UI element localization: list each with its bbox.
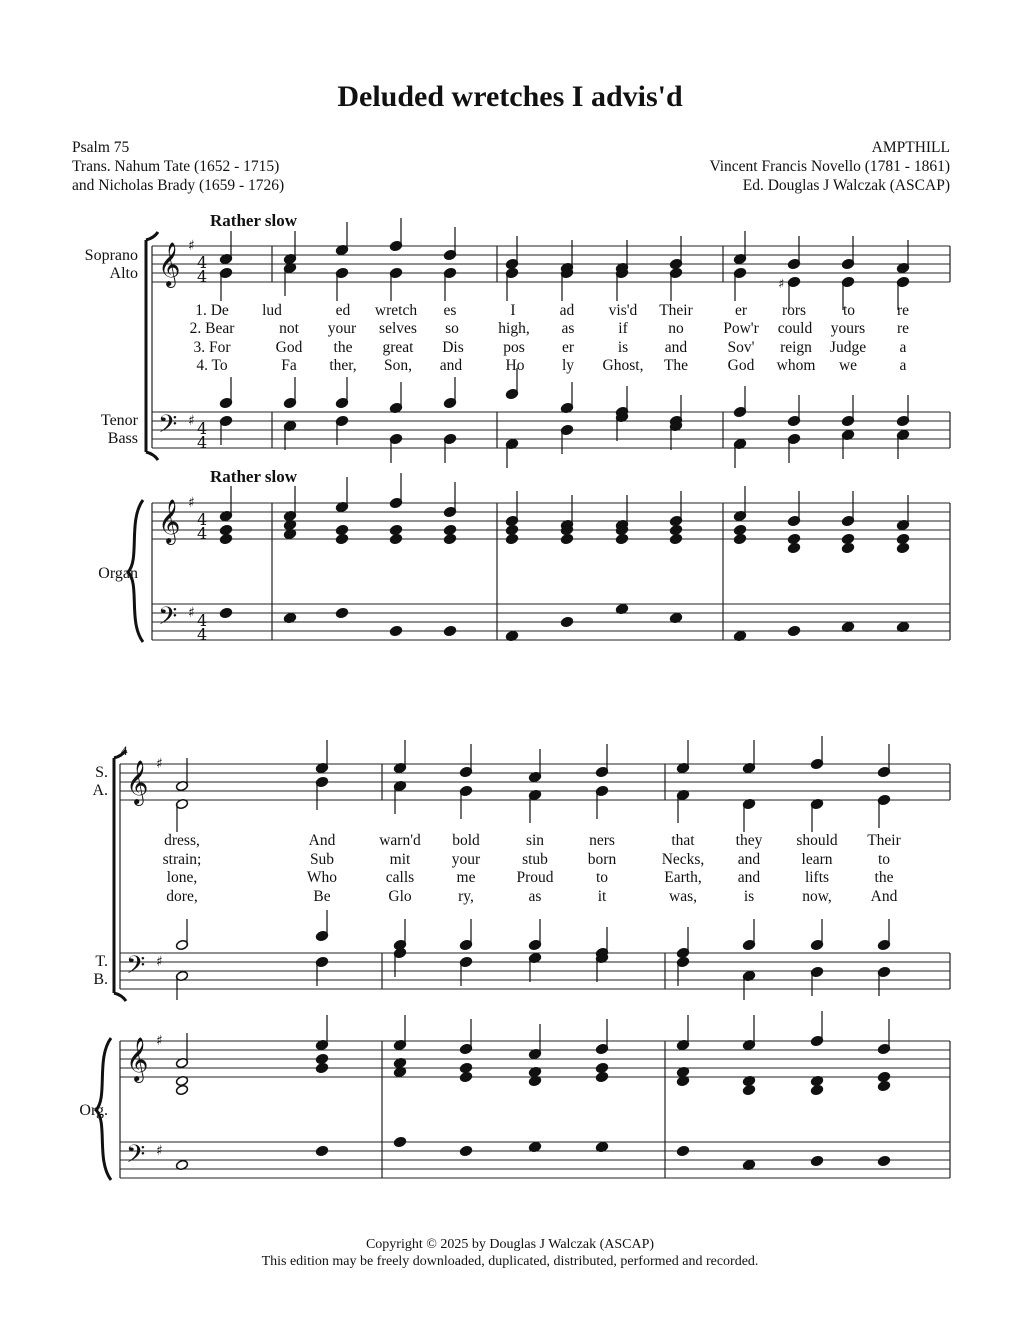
lyric-syllable: we	[838, 357, 858, 374]
key-signature-sharp-icon: ♯	[156, 954, 163, 970]
bass-clef-icon: 𝄢	[126, 951, 146, 986]
lyric-syllable: as	[561, 320, 575, 337]
lyric-syllable: they	[735, 832, 763, 849]
lyric-syllable: great	[382, 339, 414, 356]
notehead	[560, 533, 573, 544]
notehead	[443, 533, 456, 544]
notehead	[877, 1080, 890, 1091]
lyric-syllable: warn'd	[379, 832, 421, 849]
lyric-syllable: pos	[503, 339, 525, 356]
notehead	[733, 533, 746, 544]
label-b: B.	[93, 971, 108, 988]
composer-credit: Vincent Francis Novello (1781 - 1861)	[709, 158, 950, 175]
time-signature: 4	[197, 419, 208, 438]
lyric-syllable: to	[595, 869, 609, 886]
notehead	[315, 1145, 328, 1156]
license-line: This edition may be freely downloaded, duplicated, distributed, performed and recorded.	[261, 1254, 759, 1269]
lyric-syllable: if	[618, 320, 628, 337]
lyric-syllable: Fa	[281, 357, 297, 374]
lyric-syllable: the	[874, 869, 894, 886]
bass-clef-icon: 𝄢	[158, 410, 178, 445]
lyric-syllable: vis'd	[608, 302, 638, 319]
label-s: S.	[95, 764, 108, 781]
notehead	[219, 524, 232, 535]
lyric-syllable: and	[664, 339, 688, 356]
lyric-syllable: that	[671, 832, 695, 849]
lyric-syllable: could	[777, 320, 813, 337]
notehead	[505, 533, 518, 544]
lyric-syllable: Ho	[505, 357, 525, 374]
lyric-syllable: And	[308, 832, 336, 849]
lyric-syllable: re	[896, 320, 910, 337]
notehead	[560, 616, 573, 627]
notehead	[787, 542, 800, 553]
notehead	[841, 542, 854, 553]
lyric-syllable: ther,	[329, 357, 357, 374]
translator-credit: Trans. Nahum Tate (1652 - 1715)	[72, 158, 280, 175]
measure-number: 4	[121, 743, 128, 758]
notehead	[389, 524, 402, 535]
time-signature: 4	[197, 433, 208, 452]
notehead	[389, 625, 402, 636]
treble-clef-icon: 𝄞	[158, 242, 181, 286]
lyric-syllable: wretch	[374, 302, 418, 319]
lyric-syllable: I	[510, 302, 516, 319]
lyric-syllable: sin	[525, 832, 545, 849]
treble-clef-icon: 𝄞	[126, 1037, 149, 1081]
notehead	[810, 1155, 823, 1166]
organ-brace-icon	[128, 500, 143, 642]
bass-clef-icon: 𝄢	[126, 1140, 146, 1175]
key-signature-sharp-icon: ♯	[156, 756, 163, 772]
notehead	[896, 533, 909, 544]
lyric-syllable: Who	[306, 869, 338, 886]
notehead	[676, 1145, 689, 1156]
lyric-syllable: bold	[452, 832, 480, 849]
notehead	[335, 533, 348, 544]
lyric-syllable: lifts	[804, 869, 830, 886]
notehead	[315, 1062, 328, 1073]
notehead	[595, 1071, 608, 1082]
label-organ-short: Org.	[79, 1102, 108, 1119]
bass-clef-icon: 𝄢	[158, 602, 178, 637]
lyric-syllable: me	[456, 869, 476, 886]
lyric-syllable: er	[561, 339, 575, 356]
lyric-syllable: 3. For	[193, 339, 231, 356]
lyric-syllable: it	[597, 888, 607, 905]
lyric-syllable: lone,	[166, 869, 198, 886]
time-signature: 4	[197, 524, 208, 543]
lyric-syllable: Glo	[388, 888, 412, 905]
lyric-syllable: Necks,	[661, 851, 705, 868]
notehead	[459, 1145, 472, 1156]
notehead	[669, 533, 682, 544]
psalm-reference: Psalm 75	[72, 139, 130, 156]
lyric-syllable: Sub	[309, 851, 335, 868]
lyric-syllable: is	[743, 888, 755, 905]
label-bass: Bass	[107, 430, 138, 447]
notehead	[787, 625, 800, 636]
lyric-syllable: 4. To	[196, 357, 228, 374]
key-signature-sharp-icon: ♯	[188, 495, 195, 511]
lyric-syllable: mit	[389, 851, 411, 868]
notehead	[742, 1084, 755, 1095]
lyric-syllable: yours	[830, 320, 866, 337]
lyric-syllable: Judge	[829, 339, 867, 356]
lyric-syllable: Proud	[516, 869, 554, 886]
lyric-syllable: Be	[313, 888, 331, 905]
time-signature: 4	[197, 510, 208, 529]
lyric-syllable: your	[451, 851, 481, 868]
lyric-syllable: er	[734, 302, 748, 319]
key-signature-sharp-icon: ♯	[188, 605, 195, 621]
time-signature: 4	[197, 253, 208, 272]
notehead	[459, 1071, 472, 1082]
sharp-accidental: ♯	[778, 277, 785, 292]
tempo-marking-organ: Rather slow	[210, 467, 298, 486]
lyric-syllable: your	[327, 320, 357, 337]
lyric-syllable: to	[877, 851, 891, 868]
tune-name: AMPTHILL	[871, 139, 950, 156]
lyric-syllable: ry,	[458, 888, 474, 905]
lyric-syllable: reign	[780, 339, 812, 356]
lyric-syllable: the	[333, 339, 353, 356]
time-signature: 4	[197, 267, 208, 286]
lyric-syllable: so	[445, 320, 459, 337]
lyric-syllable: strain;	[162, 851, 202, 868]
notehead	[615, 533, 628, 544]
key-signature-sharp-icon: ♯	[156, 1033, 163, 1049]
page-title: Deluded wretches I advis'd	[337, 80, 683, 113]
lyric-syllable: God	[727, 357, 755, 374]
notehead	[389, 533, 402, 544]
lyric-syllable: Sov'	[727, 339, 755, 356]
copyright-notice	[0, 1236, 1020, 1270]
lyric-syllable: dress,	[164, 832, 200, 849]
notehead	[733, 524, 746, 535]
key-signature-sharp-icon: ♯	[156, 1143, 163, 1159]
notehead	[219, 533, 232, 544]
notehead	[393, 1136, 406, 1147]
lyric-syllable: 2. Bear	[189, 320, 235, 337]
label-alto: Alto	[109, 265, 138, 282]
notehead	[669, 524, 682, 535]
lyric-syllable: now,	[802, 888, 832, 905]
lyric-syllable: Son,	[384, 357, 412, 374]
label-tenor: Tenor	[100, 412, 138, 429]
lyric-syllable: selves	[379, 320, 417, 337]
key-signature-sharp-icon: ♯	[188, 238, 195, 254]
lyric-syllable: no	[668, 320, 684, 337]
key-signature-sharp-icon: ♯	[188, 413, 195, 429]
lyric-syllable: Their	[867, 832, 901, 849]
lyric-syllable: Pow'r	[723, 320, 759, 337]
lyric-syllable: calls	[385, 869, 415, 886]
notehead	[443, 524, 456, 535]
lyric-syllable: not	[279, 320, 299, 337]
lyric-syllable: ad	[559, 302, 575, 319]
notehead	[459, 1062, 472, 1073]
notehead	[175, 1084, 188, 1095]
lyric-syllable: to	[842, 302, 856, 319]
lyric-syllable: dore,	[166, 888, 198, 905]
notehead	[443, 625, 456, 636]
lyric-syllable: Ghost,	[602, 357, 644, 374]
lyric-syllable: ed	[335, 302, 351, 319]
lyric-syllable: a	[899, 357, 907, 374]
notehead	[896, 542, 909, 553]
lyric-syllable: a	[899, 339, 907, 356]
notehead	[335, 607, 348, 618]
lyric-syllable: born	[587, 851, 617, 868]
label-t: T.	[95, 953, 108, 970]
lyric-syllable: ly	[561, 357, 575, 374]
lyric-syllable: whom	[776, 357, 816, 374]
translator-credit-2: and Nicholas Brady (1659 - 1726)	[72, 177, 285, 194]
notehead	[841, 533, 854, 544]
notehead	[505, 524, 518, 535]
lyric-syllable: Their	[659, 302, 693, 319]
lyric-syllable: as	[528, 888, 542, 905]
lyric-syllable: Earth,	[664, 869, 702, 886]
lyric-syllable: es	[443, 302, 457, 319]
lyric-syllable: Dis	[442, 339, 464, 356]
lyric-syllable: high,	[498, 320, 530, 337]
lyric-syllable: should	[796, 832, 838, 849]
notehead	[877, 1155, 890, 1166]
time-signature: 4	[197, 611, 208, 630]
label-a: A.	[92, 782, 108, 799]
lyric-syllable: stub	[522, 851, 548, 868]
lyric-syllable: and	[439, 357, 463, 374]
organ-brace-icon	[96, 1038, 111, 1180]
lyric-syllable: God	[275, 339, 303, 356]
lyric-syllable: re	[896, 302, 910, 319]
time-signature: 4	[197, 625, 208, 644]
lyric-syllable: was,	[669, 888, 697, 905]
notehead	[335, 524, 348, 535]
lyric-syllable: 1. De	[195, 302, 229, 319]
lyric-syllable: lud	[262, 302, 282, 319]
lyric-syllable: is	[617, 339, 629, 356]
notehead	[219, 607, 232, 618]
label-soprano: Soprano	[84, 247, 138, 264]
treble-clef-icon: 𝄞	[126, 760, 149, 804]
lyric-syllable: And	[870, 888, 898, 905]
notehead	[877, 1071, 890, 1082]
treble-clef-icon: 𝄞	[158, 499, 181, 543]
lyric-syllable: The	[663, 357, 689, 374]
lyric-syllable: and	[737, 851, 761, 868]
lyric-syllable: and	[737, 869, 761, 886]
copyright-line: Copyright © 2025 by Douglas J Walczak (ASCAP)	[365, 1237, 655, 1252]
lyric-syllable: rors	[781, 302, 807, 319]
notehead	[810, 1084, 823, 1095]
editor-credit: Ed. Douglas J Walczak (ASCAP)	[742, 177, 950, 194]
notehead	[595, 1062, 608, 1073]
lyric-syllable: ners	[589, 832, 615, 849]
tempo-marking-choir: Rather slow	[210, 211, 298, 230]
notehead	[787, 533, 800, 544]
lyric-syllable: learn	[801, 851, 833, 868]
notehead	[315, 1053, 328, 1064]
label-organ: Organ	[98, 565, 138, 582]
